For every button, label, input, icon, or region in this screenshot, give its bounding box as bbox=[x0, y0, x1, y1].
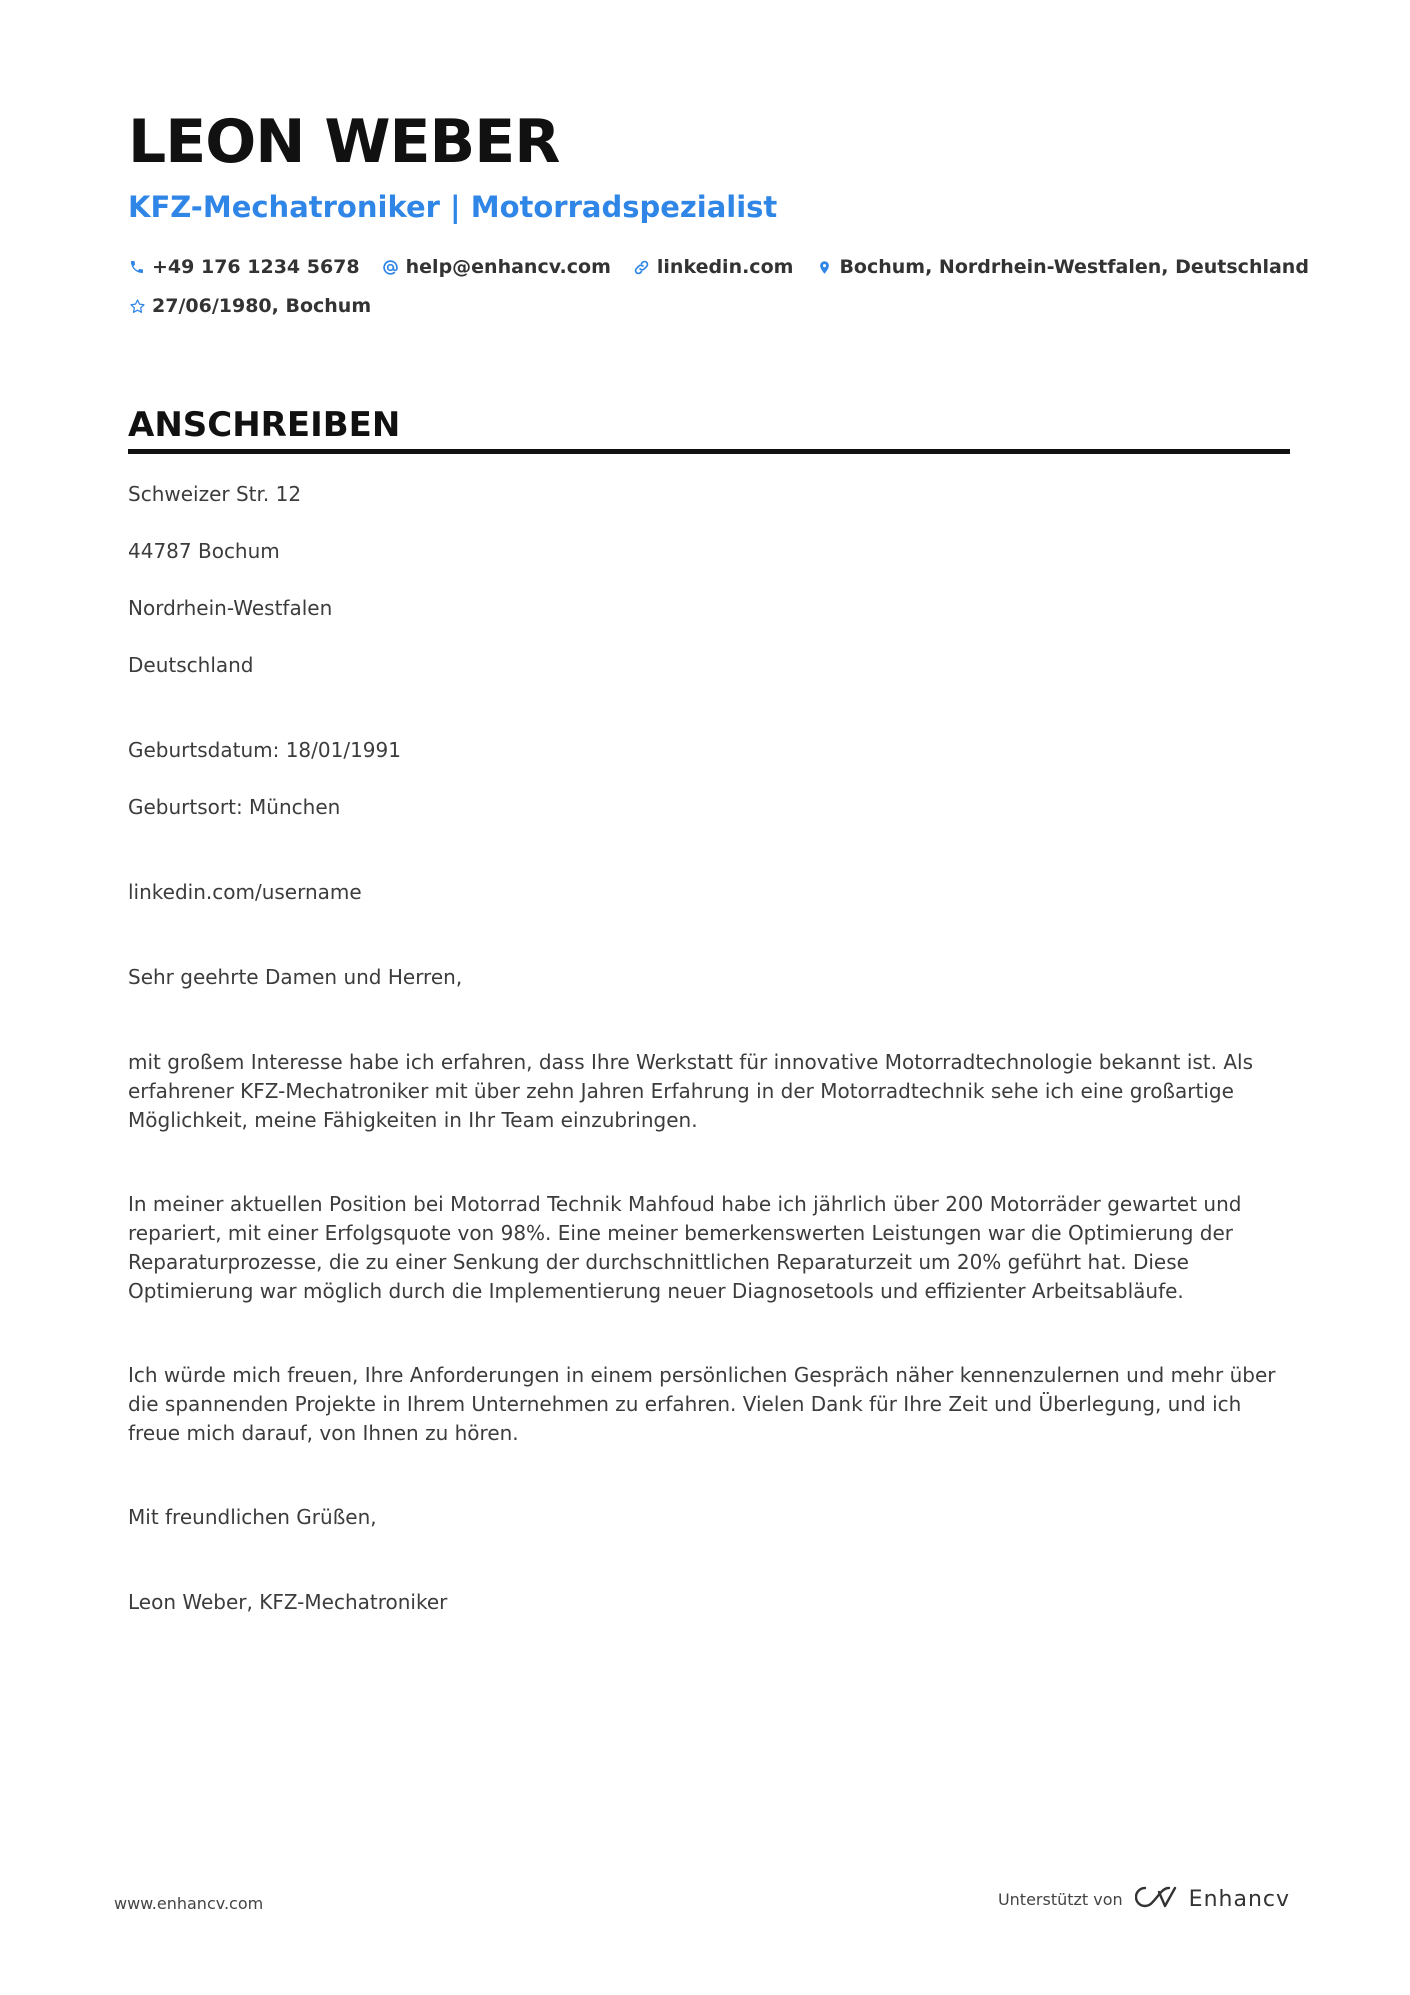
contact-row bbox=[128, 256, 1331, 278]
phone-icon bbox=[128, 258, 146, 276]
link-icon bbox=[633, 258, 651, 276]
enhancv-logo-icon bbox=[1135, 1884, 1181, 1914]
footer-website[interactable]: www.enhancv.com bbox=[114, 1894, 264, 1913]
contact-birth bbox=[128, 295, 371, 317]
salutation: Sehr geehrte Damen und Herren, bbox=[128, 965, 463, 989]
contact-email-text: help@enhancv.com bbox=[405, 256, 611, 278]
location-pin-icon bbox=[815, 258, 833, 276]
section-divider bbox=[128, 449, 1290, 454]
contact-linkedin[interactable] bbox=[633, 256, 794, 278]
birth-place: Geburtsort: München bbox=[128, 795, 341, 819]
contact-location bbox=[815, 256, 1309, 278]
applicant-name: LEON WEBER bbox=[128, 107, 560, 177]
address-city: 44787 Bochum bbox=[128, 539, 280, 563]
address-country: Deutschland bbox=[128, 653, 254, 677]
star-icon bbox=[128, 297, 146, 315]
footer-branding[interactable] bbox=[998, 1884, 1290, 1914]
contact-email[interactable] bbox=[382, 256, 611, 278]
contact-location-text: Bochum, Nordrhein-Westfalen, Deutschland bbox=[839, 256, 1309, 278]
contact-linkedin-text: linkedin.com bbox=[656, 256, 794, 278]
at-icon bbox=[382, 258, 400, 276]
applicant-role: KFZ-Mechatroniker | Motorradspezialist bbox=[128, 190, 778, 224]
brand-name: Enhancv bbox=[1188, 1886, 1290, 1912]
signature: Leon Weber, KFZ-Mechatroniker bbox=[128, 1590, 448, 1614]
contact-phone bbox=[128, 256, 360, 278]
address-street: Schweizer Str. 12 bbox=[128, 482, 302, 506]
section-title: ANSCHREIBEN bbox=[128, 405, 401, 445]
letter-paragraph: Ich würde mich freuen, Ihre Anforderungen in einem persönlichen Gespräch näher kennenzulernen und mehr über die spannenden Projekte in Ihrem Unternehmen zu erfahren. Vielen Dank für Ihre Zeit und Überlegung, und ich freue mich darauf, von Ihnen zu hören. bbox=[128, 1363, 1276, 1445]
profile-link: linkedin.com/username bbox=[128, 880, 362, 904]
contact-phone-text: +49 176 1234 5678 bbox=[152, 256, 360, 278]
contact-row-2 bbox=[128, 295, 393, 317]
closing: Mit freundlichen Grüßen, bbox=[128, 1505, 377, 1529]
letter-paragraph: In meiner aktuellen Position bei Motorrad Technik Mahfoud habe ich jährlich über 200 Motorräder gewartet und repariert, mit einer Erfolgsquote von 98%. Eine meiner bemerkenswerten Leistungen war die Optimierung der Reparaturprozesse, die zu einer Senkung der durchschnittlichen Reparaturzeit um 20% geführt hat. Diese Optimierung war möglich durch die Implementierung neuer Diagnosetools und effizienter Arbeitsabläufe. bbox=[128, 1192, 1242, 1303]
address-state: Nordrhein-Westfalen bbox=[128, 596, 333, 620]
birth-date: Geburtsdatum: 18/01/1991 bbox=[128, 738, 401, 762]
letter-paragraph: mit großem Interesse habe ich erfahren, dass Ihre Werkstatt für innovative Motorradtechnologie bekannt ist. Als erfahrener KFZ-Mechatroniker mit über zehn Jahren Erfahrung in der Motorradtechnik sehe ich eine großartige Möglichkeit, meine Fähigkeiten in Ihr Team einzubringen. bbox=[128, 1050, 1254, 1132]
powered-by-label: Unterstützt von bbox=[997, 1889, 1123, 1909]
contact-birth-text: 27/06/1980, Bochum bbox=[152, 295, 372, 317]
